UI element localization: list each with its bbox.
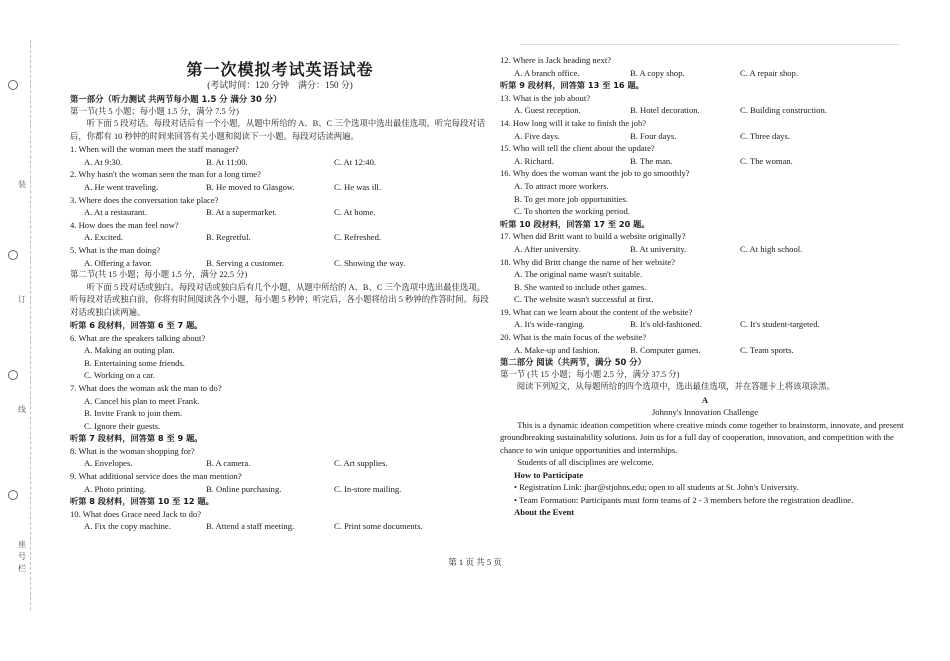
section2-title: 第二节(共 15 小题；每小题 1.5 分，满分 22.5 分) — [70, 270, 248, 280]
section-heading: About the Event — [514, 507, 575, 518]
option-a: A. Photo printing. — [84, 483, 147, 494]
option-b: B. She wanted to include other games. — [514, 281, 647, 292]
option-c: C. The woman. — [740, 155, 793, 166]
question-text: 18. Why did Britt change the name of her website? — [500, 256, 676, 267]
binding-hole — [8, 80, 18, 90]
part1-title: 第一部分（听力测试 共两节每小题 1.5 分 满分 30 分） — [70, 94, 282, 105]
question-text: 7. What does the woman ask the man to do? — [70, 382, 222, 393]
option-b: B. He moved to Glasgow. — [206, 181, 295, 192]
option-a: A. Five days. — [514, 130, 560, 141]
exam-info: (考试时间：120 分钟 满分：150 分) — [207, 79, 353, 90]
question-3 — [70, 194, 490, 219]
section-heading: How to Participate — [514, 469, 584, 480]
cropped-line — [520, 44, 900, 51]
binding-hole — [8, 250, 18, 260]
passage-paragraph: This is a dynamic ideation competition where creative minds come together to brainstorm, innovate, and present groundbreaking sustainability solutions. Join us for a full day of cooperation, innovation, and competition with the chance to win unique opportunities and internships. — [500, 420, 904, 455]
option-c: C. At home. — [334, 207, 376, 218]
option-a: A. Excited. — [84, 232, 123, 243]
passage-paragraph: Students of all disciplines are welcome. — [517, 457, 654, 468]
question-14 — [500, 117, 910, 142]
question-text: 5. What is the man doing? — [70, 244, 161, 255]
option-b: B. Entertaining some friends. — [84, 357, 185, 368]
question-6 — [70, 332, 490, 382]
option-a: A. Cancel his plan to meet Frank. — [84, 395, 200, 406]
passage-title: Johnny's Innovation Challenge — [651, 407, 759, 418]
question-text: 19. What can we learn about the content of the website? — [500, 306, 693, 317]
option-c: C. At 12:40. — [334, 156, 377, 167]
question-text: 6. What are the speakers talking about? — [70, 332, 206, 343]
option-b: B. To get more job opportunities. — [514, 193, 629, 204]
question-text: 8. What is the woman shopping for? — [70, 445, 195, 456]
option-a: A. After university. — [514, 243, 581, 254]
option-a: A. Offering a favor. — [84, 257, 152, 268]
material-9-label: 听第 9 段材料，回答第 13 至 16 题。 — [500, 80, 644, 91]
option-c: C. Art supplies. — [334, 458, 388, 469]
question-text: 20. What is the main focus of the website? — [500, 332, 647, 343]
option-a: A. Making an outing plan. — [84, 345, 175, 356]
option-b: B. Computer games. — [630, 344, 701, 355]
binding-char: 装 — [18, 180, 26, 189]
binding-char: 订 — [18, 295, 26, 304]
page-title: 第一次模拟考试英语试卷 — [186, 60, 374, 79]
question-text: 17. When did Britt want to build a website originally? — [500, 231, 686, 242]
option-b: B. It's old-fashioned. — [630, 319, 702, 330]
option-c: C. Refreshed. — [334, 232, 382, 243]
question-9 — [70, 470, 490, 495]
question-4 — [70, 219, 490, 244]
question-1 — [70, 143, 490, 168]
binding-hole — [8, 490, 18, 500]
option-a: A. Envelopes. — [84, 458, 133, 469]
question-text: 13. What is the job about? — [500, 92, 591, 103]
option-b: B. At university. — [630, 243, 687, 254]
option-c: C. Three days. — [740, 130, 790, 141]
option-b: B. A copy shop. — [630, 67, 685, 78]
option-c: C. It's student-targeted. — [740, 319, 820, 330]
question-12 — [500, 54, 910, 79]
option-b: B. Attend a staff meeting. — [206, 521, 295, 532]
question-19 — [500, 306, 910, 331]
option-c: C. To shorten the working period. — [514, 206, 630, 217]
left-column — [70, 60, 490, 533]
question-13 — [500, 92, 910, 117]
part2-title: 第二部分 阅读（共两节，满分 50 分） — [500, 357, 647, 368]
option-b: B. The man. — [630, 155, 673, 166]
material-8-label: 听第 8 段材料，回答第 10 至 12 题。 — [70, 496, 214, 507]
option-a: A. At a restaurant. — [84, 207, 147, 218]
bullet-item: • Team Formation: Participants must form teams of 2 - 3 members before the registration deadline. — [514, 494, 854, 505]
material-10-label: 听第 10 段材料，回答第 17 至 20 题。 — [500, 218, 650, 229]
option-b: B. Hotel decoration. — [630, 105, 700, 116]
question-text: 2. Why hasn't the woman seen the man for a long time? — [70, 169, 261, 180]
material-7-label: 听第 7 段材料，回答第 8 至 9 题。 — [70, 433, 203, 444]
question-text: 16. Why does the woman want the job to go smoothly? — [500, 168, 690, 179]
question-15 — [500, 142, 910, 167]
option-b: B. Serving a customer. — [206, 257, 285, 268]
option-a: A. The original name wasn't suitable. — [514, 269, 643, 280]
binding-margin — [14, 40, 31, 610]
passage-letter: A — [701, 394, 709, 405]
option-c: C. At high school. — [740, 243, 803, 254]
option-c: C. Team sports. — [740, 344, 794, 355]
binding-char: 线 — [18, 405, 26, 414]
option-a: A. Guest reception. — [514, 105, 581, 116]
option-c: C. Ignore their guests. — [84, 420, 161, 431]
option-a: A. He went traveling. — [84, 181, 159, 192]
option-a: A. At 9:30. — [84, 156, 123, 167]
question-text: 10. What does Grace need Jack to do? — [70, 508, 202, 519]
option-b: B. Online purchasing. — [206, 483, 282, 494]
question-7 — [70, 382, 490, 432]
question-20 — [500, 331, 910, 356]
option-a: A. Make-up and fashion. — [514, 344, 600, 355]
question-text: 4. How does the man feel now? — [70, 219, 179, 230]
question-text: 3. Where does the conversation take place? — [70, 194, 219, 205]
question-text: 14. How long will it take to finish the job? — [500, 117, 647, 128]
question-17 — [500, 230, 910, 255]
question-text: 1. When will the woman meet the staff manager? — [70, 144, 239, 155]
option-b: B. Regretful. — [206, 232, 251, 243]
question-text: 12. Where is Jack heading next? — [500, 55, 612, 65]
reading-instructions: 阅读下列短文，从每题所给的四个选项中，选出最佳选项，并在答题卡上将该项涂黑。 — [516, 382, 836, 392]
material-6-label: 听第 6 段材料，回答第 6 至 7 题。 — [70, 319, 203, 330]
option-c: C. Print some documents. — [334, 521, 423, 532]
option-c: C. Showing the way. — [334, 257, 406, 268]
question-10 — [70, 508, 490, 533]
option-c: C. Working on a car. — [84, 370, 155, 381]
option-c: C. A repair shop. — [740, 67, 799, 78]
question-text: 9. What additional service does the man mention? — [70, 471, 242, 482]
option-c: C. In-store mailing. — [334, 483, 402, 494]
option-c: C. Building construction. — [740, 105, 827, 116]
option-a: A. A branch office. — [514, 67, 580, 78]
section1-title: 第一节(共 5 小题；每小题 1.5 分，满分 7.5 分) — [70, 106, 239, 116]
option-a: A. Fix the copy machine. — [84, 521, 171, 532]
option-a: A. Richard. — [514, 155, 554, 166]
option-b: B. At 11:00. — [206, 156, 248, 167]
question-16 — [500, 167, 910, 217]
binding-char: 号 — [18, 552, 26, 561]
option-b: B. A camera. — [206, 458, 251, 469]
question-8 — [70, 445, 490, 470]
option-c: C. The website wasn't successful at first. — [514, 294, 654, 305]
option-b: B. Four days. — [630, 130, 677, 141]
question-2 — [70, 168, 490, 193]
right-column — [500, 54, 910, 519]
bullet-item: • Registration Link: jhar@stjohns.edu; open to all students at St. John's University. — [514, 482, 799, 493]
question-18 — [500, 256, 910, 306]
question-5 — [70, 244, 490, 269]
binding-char: 座 — [18, 540, 26, 549]
section2-instructions: 听下面 5 段对话或独白。每段对话或独白后有几个小题，从题中所给的 A、B、C 三个选项中选出最佳选项。听每段对话或独白前，你将有时间阅读各个小题，每小题 5 秒钟；听完后，各小题将给出 5 秒钟的作答时间。每段对话或独白读两遍。 — [70, 282, 489, 317]
reading-section1-title: 第一节 (共 15 小题；每小题 2.5 分，满分 37.5 分) — [500, 369, 680, 379]
option-c: C. He was ill. — [334, 181, 382, 192]
option-a: A. It's wide-ranging. — [514, 319, 585, 330]
question-text: 15. Who will tell the client about the update? — [500, 143, 655, 154]
section1-instructions: 听下面 5 段对话。每段对话后有一个小题，从题中所给的 A、B、C 三个选项中选出最佳选项。听完每段对话后，你都有 10 秒钟的时间来回答有关小题和阅读下一小题。每段对话读两遍。 — [70, 119, 486, 141]
option-b: B. Invite Frank to join them. — [84, 408, 183, 419]
binding-char: 栏 — [18, 564, 26, 573]
option-b: B. At a supermarket. — [206, 207, 277, 218]
page-number: 第 1 页 共 5 页 — [448, 557, 502, 567]
binding-hole — [8, 370, 18, 380]
option-a: A. To attract more workers. — [514, 180, 609, 191]
